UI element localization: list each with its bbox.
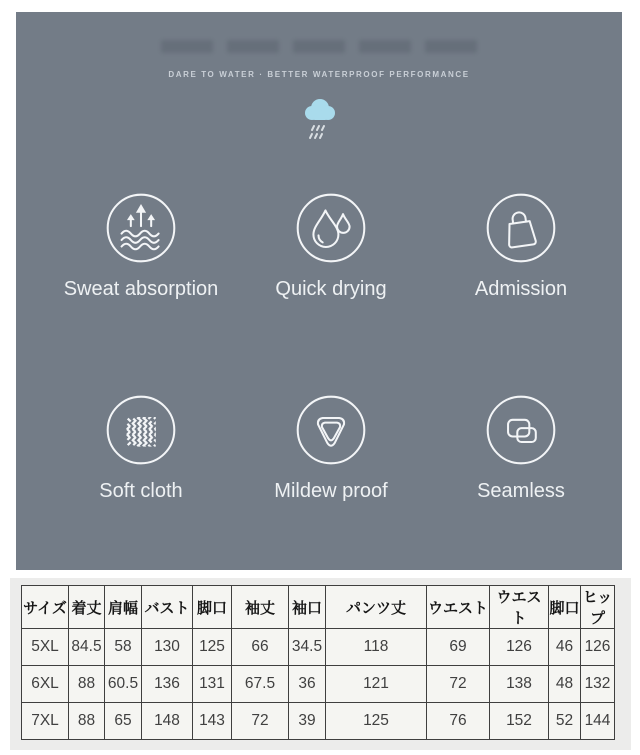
col-header-length: 着丈 bbox=[69, 586, 105, 629]
table-cell: 7XL bbox=[22, 703, 69, 740]
table-cell: 126 bbox=[490, 629, 549, 666]
col-header-waist-2: ウエスト bbox=[490, 586, 549, 629]
col-header-sleeve: 袖丈 bbox=[232, 586, 289, 629]
table-cell: 36 bbox=[289, 666, 326, 703]
feature-item-soft-cloth bbox=[46, 393, 236, 503]
faint-watermark bbox=[161, 40, 477, 53]
feature-label: Admission bbox=[474, 278, 568, 300]
table-cell: 152 bbox=[490, 703, 549, 740]
table-cell: 6XL bbox=[22, 666, 69, 703]
table-cell: 125 bbox=[326, 703, 427, 740]
table-row-7xl bbox=[22, 703, 615, 740]
feature-label: Seamless bbox=[477, 480, 565, 502]
col-header-cuff: 袖口 bbox=[289, 586, 326, 629]
col-header-size: サイズ bbox=[22, 586, 69, 629]
table-cell: 39 bbox=[289, 703, 326, 740]
col-header-hip: ヒップ bbox=[581, 586, 615, 629]
table-cell: 76 bbox=[427, 703, 490, 740]
col-header-hem: 脚口 bbox=[193, 586, 232, 629]
col-header-shoulder: 肩幅 bbox=[105, 586, 142, 629]
feature-item-quick-drying bbox=[236, 191, 426, 301]
table-cell: 65 bbox=[105, 703, 142, 740]
feature-item-seamless bbox=[426, 393, 616, 503]
table-cell: 130 bbox=[142, 629, 193, 666]
table-cell: 132 bbox=[581, 666, 615, 703]
hero-panel bbox=[16, 12, 622, 570]
table-cell: 125 bbox=[193, 629, 232, 666]
rain-cloud-icon bbox=[297, 96, 341, 147]
table-cell: 60.5 bbox=[105, 666, 142, 703]
table-cell: 72 bbox=[427, 666, 490, 703]
table-cell: 136 bbox=[142, 666, 193, 703]
table-header-row bbox=[22, 586, 615, 629]
table-cell: 5XL bbox=[22, 629, 69, 666]
size-table bbox=[21, 585, 615, 740]
table-cell: 58 bbox=[105, 629, 142, 666]
table-cell: 148 bbox=[142, 703, 193, 740]
col-header-bust: バスト bbox=[142, 586, 193, 629]
table-cell: 48 bbox=[549, 666, 581, 703]
feature-item-mildew-proof bbox=[236, 393, 426, 503]
quick-drying-icon bbox=[294, 191, 368, 265]
soft-cloth-icon bbox=[104, 393, 178, 467]
feature-label: Soft cloth bbox=[99, 480, 183, 502]
table-cell: 72 bbox=[232, 703, 289, 740]
feature-label: Sweat absorption bbox=[63, 278, 219, 300]
table-cell: 131 bbox=[193, 666, 232, 703]
col-header-waist-1: ウエスト bbox=[427, 586, 490, 629]
table-cell: 88 bbox=[69, 666, 105, 703]
table-cell: 88 bbox=[69, 703, 105, 740]
mildew-proof-icon bbox=[294, 393, 368, 467]
col-header-leg: 脚口 bbox=[549, 586, 581, 629]
table-cell: 67.5 bbox=[232, 666, 289, 703]
sweat-absorption-icon bbox=[104, 191, 178, 265]
feature-label: Mildew proof bbox=[274, 480, 388, 502]
table-cell: 66 bbox=[232, 629, 289, 666]
feature-item-sweat-absorption bbox=[46, 191, 236, 301]
table-cell: 34.5 bbox=[289, 629, 326, 666]
seamless-icon bbox=[484, 393, 558, 467]
table-cell: 52 bbox=[549, 703, 581, 740]
feature-grid bbox=[46, 191, 616, 503]
table-cell: 144 bbox=[581, 703, 615, 740]
table-row-5xl bbox=[22, 629, 615, 666]
table-cell: 121 bbox=[326, 666, 427, 703]
table-cell: 138 bbox=[490, 666, 549, 703]
table-row-6xl bbox=[22, 666, 615, 703]
table-cell: 118 bbox=[326, 629, 427, 666]
hero-tagline: DARE TO WATER · BETTER WATERPROOF PERFORMANCE bbox=[168, 70, 470, 79]
feature-item-admission bbox=[426, 191, 616, 301]
feature-label: Quick drying bbox=[275, 278, 387, 300]
table-cell: 46 bbox=[549, 629, 581, 666]
table-cell: 84.5 bbox=[69, 629, 105, 666]
size-table-panel bbox=[10, 578, 631, 750]
admission-icon bbox=[484, 191, 558, 265]
table-cell: 143 bbox=[193, 703, 232, 740]
table-cell: 69 bbox=[427, 629, 490, 666]
col-header-pants: パンツ丈 bbox=[326, 586, 427, 629]
table-cell: 126 bbox=[581, 629, 615, 666]
